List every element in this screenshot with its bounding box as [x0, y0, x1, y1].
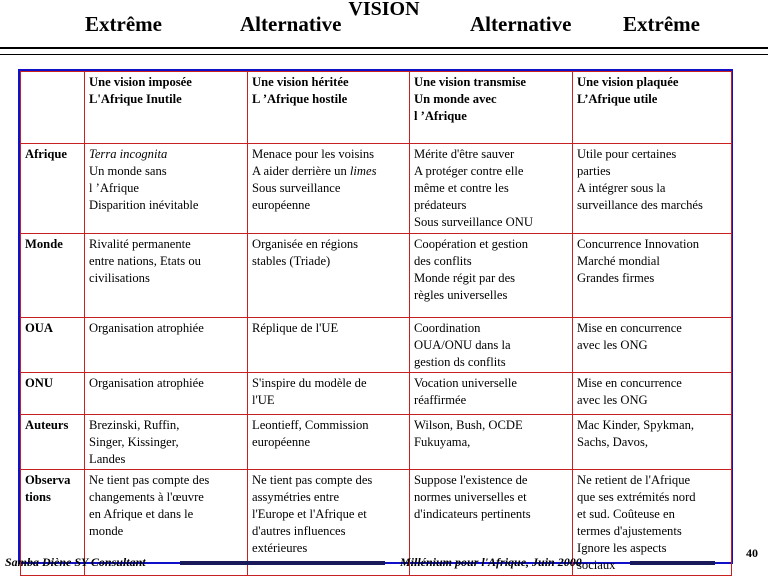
cell-line: Disparition inévitable: [89, 198, 199, 212]
row-label-line: tions: [25, 490, 51, 504]
table-cell: [410, 234, 573, 318]
cell-line: assymétries entre: [252, 490, 340, 504]
column-header-line: Une vision transmise: [414, 75, 526, 89]
cell-line: l'Europe et l'Afrique et: [252, 507, 367, 521]
table-cell: [410, 373, 573, 415]
column-header-line: L’Afrique utile: [577, 92, 658, 106]
footer-bar-right: [630, 561, 715, 565]
column-header-line: Une vision imposée: [89, 75, 192, 89]
row-label-line: Observa: [25, 473, 71, 487]
cell-line: Coordination: [414, 321, 481, 335]
cell-line: Mise en concurrence: [577, 321, 682, 335]
cell-line: européenne: [252, 198, 311, 212]
header-rule-thick: [0, 47, 768, 49]
left-extreme-label: Extrême: [85, 12, 162, 36]
column-header-line: l ’Afrique: [414, 109, 467, 123]
cell-line: Un monde sans: [89, 164, 167, 178]
table-cell: [410, 415, 573, 470]
cell-line: parties: [577, 164, 611, 178]
cell-line: Ignore les aspects: [577, 541, 667, 555]
cell-line: même et contre les: [414, 181, 509, 195]
cell-line: termes d'ajustements: [577, 524, 682, 538]
table-cell: [573, 415, 732, 470]
cell-line: l'UE: [252, 393, 275, 407]
cell-line: Coopération et gestion: [414, 237, 529, 251]
cell-line: que ses extrémités nord: [577, 490, 696, 504]
cell-line: Monde régit par des: [414, 271, 516, 285]
table-cell: [410, 318, 573, 373]
cell-line: A protéger contre elle: [414, 164, 524, 178]
table-row: [21, 373, 732, 415]
table-cell: [85, 373, 248, 415]
cell-line: Suppose l'existence de: [414, 473, 528, 487]
column-header-line: Une vision héritée: [252, 75, 349, 89]
row-label-line: Auteurs: [25, 418, 69, 432]
cell-line: Vocation universelle: [414, 376, 517, 390]
table-cell: [573, 144, 732, 234]
cell-line: Singer, Kissinger,: [89, 435, 179, 449]
cell-line: sociaux: [577, 558, 616, 572]
cell-line: et sud. Coûteuse en: [577, 507, 675, 521]
cell-line: d'autres influences: [252, 524, 346, 538]
column-header-line: L'Afrique Inutile: [89, 92, 182, 106]
header-rule-thin: [0, 54, 768, 55]
cell-line: Organisée en régions: [252, 237, 359, 251]
vision-title: VISION: [348, 0, 420, 20]
cell-line: Utile pour certaines: [577, 147, 677, 161]
table-cell: [410, 144, 573, 234]
row-label: [21, 318, 85, 373]
row-label: [21, 144, 85, 234]
cell-line: Mac Kinder, Spykman,: [577, 418, 695, 432]
cell-line: Sous surveillance ONU: [414, 215, 533, 229]
row-label-line: Afrique: [25, 147, 67, 161]
cell-line: avec les ONG: [577, 338, 648, 352]
column-header-4: [573, 72, 732, 144]
cell-line: gestion ds conflits: [414, 355, 506, 369]
table-cell: [248, 234, 410, 318]
table-cell: [85, 144, 248, 234]
table-row: [21, 318, 732, 373]
cell-line: OUA/ONU dans la: [414, 338, 511, 352]
cell-line: prédateurs: [414, 198, 467, 212]
cell-line: S'inspire du modèle de: [252, 376, 367, 390]
row-label: [21, 415, 85, 470]
cell-line: Organisation atrophiée: [89, 321, 204, 335]
cell-line: d'indicateurs pertinents: [414, 507, 531, 521]
column-header-line: Une vision plaquée: [577, 75, 679, 89]
cell-line: l ’Afrique: [89, 181, 140, 195]
cell-line: Organisation atrophiée: [89, 376, 204, 390]
cell-line: Sachs, Davos,: [577, 435, 649, 449]
cell-line: réaffirmée: [414, 393, 467, 407]
row-label: [21, 234, 85, 318]
cell-line: civilisations: [89, 271, 150, 285]
cell-line: Concurrence Innovation: [577, 237, 700, 251]
row-label-line: OUA: [25, 321, 53, 335]
table-row: [21, 144, 732, 234]
cell-line: Fukuyama,: [414, 435, 471, 449]
cell-line: Marché mondial: [577, 254, 660, 268]
cell-line: Wilson, Bush, OCDE: [414, 418, 523, 432]
vision-table: [20, 71, 732, 576]
table-cell: [573, 373, 732, 415]
cell-line: avec les ONG: [577, 393, 648, 407]
footer-bar-left: [180, 561, 385, 565]
cell-line: stables (Triade): [252, 254, 331, 268]
cell-line: Brezinski, Ruffin,: [89, 418, 180, 432]
cell-line: européenne: [252, 435, 311, 449]
cell-line: changements à l'œuvre: [89, 490, 204, 504]
column-header-3: [410, 72, 573, 144]
table-header-row: [21, 72, 732, 144]
left-alternative-label: Alternative: [240, 12, 342, 36]
cell-line: Terra incognita: [89, 147, 168, 161]
cell-line: A aider derrière un limes: [252, 164, 377, 178]
cell-line: normes universelles et: [414, 490, 527, 504]
cell-line: monde: [89, 524, 124, 538]
cell-line: Sous surveillance: [252, 181, 341, 195]
table-cell: [85, 318, 248, 373]
cell-line: Ne retient de l'Afrique: [577, 473, 691, 487]
table-cell: [248, 144, 410, 234]
cell-line: Grandes firmes: [577, 271, 655, 285]
cell-line: Rivalité permanente: [89, 237, 191, 251]
cell-line: extérieures: [252, 541, 308, 555]
footer-event: Millénium pour l'Afrique, Juin 2000: [400, 555, 582, 569]
cell-line: Ne tient pas compte des: [89, 473, 210, 487]
cell-line: Leontieff, Commission: [252, 418, 369, 432]
table-cell: [248, 373, 410, 415]
row-label-line: Monde: [25, 237, 63, 251]
cell-line: en Afrique et dans le: [89, 507, 194, 521]
right-alternative-label: Alternative: [470, 12, 572, 36]
column-header-2: [248, 72, 410, 144]
cell-line: Mérite d'être sauver: [414, 147, 515, 161]
page-number: 40: [746, 546, 758, 560]
table-cell: [573, 318, 732, 373]
table-row: [21, 234, 732, 318]
column-header-line: Un monde avec: [414, 92, 497, 106]
column-header-line: L ’Afrique hostile: [252, 92, 348, 106]
table-cell: [573, 234, 732, 318]
table-cell: [85, 234, 248, 318]
cell-line: des conflits: [414, 254, 472, 268]
cell-line: règles universelles: [414, 288, 508, 302]
cell-line: Ne tient pas compte des: [252, 473, 373, 487]
cell-line: A intégrer sous la: [577, 181, 666, 195]
table-cell: [248, 415, 410, 470]
cell-line: Menace pour les voisins: [252, 147, 375, 161]
cell-line: entre nations, Etats ou: [89, 254, 201, 268]
column-header-1: [85, 72, 248, 144]
row-label: [21, 373, 85, 415]
cell-line: Réplique de l'UE: [252, 321, 339, 335]
row-label-line: ONU: [25, 376, 53, 390]
cell-line: surveillance des marchés: [577, 198, 703, 212]
table-cell: [248, 318, 410, 373]
table-row: [21, 415, 732, 470]
cell-line: Landes: [89, 452, 126, 466]
footer-author: Samba Diène SY Consultant: [5, 555, 146, 569]
table-cell: [573, 470, 732, 576]
vision-table-frame: [18, 69, 733, 572]
right-extreme-label: Extrême: [623, 12, 700, 36]
cell-line: Mise en concurrence: [577, 376, 682, 390]
table-cell: [248, 470, 410, 576]
corner-cell: [21, 72, 85, 144]
table-cell: [85, 415, 248, 470]
